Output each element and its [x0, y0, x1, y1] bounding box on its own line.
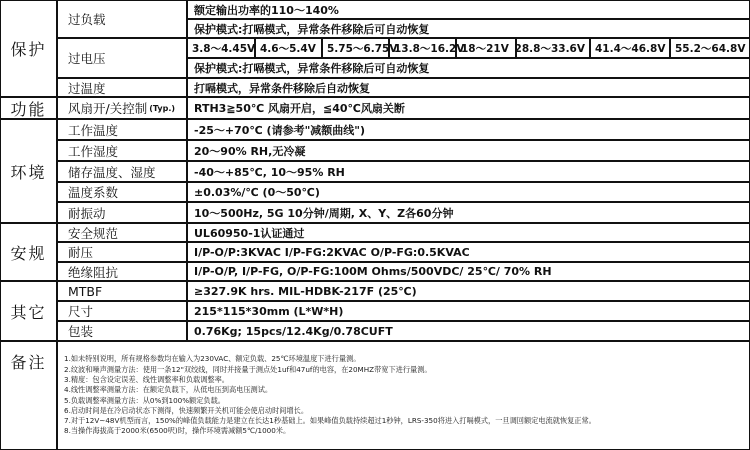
label-mtbf: MTBF [57, 281, 187, 301]
category-other: 其它 [0, 281, 57, 341]
label-overload: 过负载 [57, 0, 187, 38]
label-overvoltage: 过电压 [57, 38, 187, 78]
ovp-range-2: 4.6～5.4V [255, 38, 322, 58]
category-safety: 安规 [0, 223, 57, 281]
value-working-temp: -25～+70℃ (请参考"减额曲线") [187, 119, 750, 140]
label-isolation-resistance: 绝缘阻抗 [57, 262, 187, 281]
category-environment: 环境 [0, 119, 57, 223]
value-overload-mode: 保护模式:打嗝模式，异常条件移除后可自动恢复 [187, 19, 750, 38]
value-safety-standard: UL60950-1认证通过 [187, 223, 750, 242]
value-working-humidity: 20～90% RH,无冷凝 [187, 140, 750, 161]
typ-tag: (Typ.) [149, 103, 176, 113]
value-overload-rating: 额定输出功率的110～140% [187, 0, 750, 19]
ovp-range-1: 3.8～4.45V [187, 38, 255, 58]
label-working-temp: 工作温度 [57, 119, 187, 140]
value-withstand-voltage: I/P-O/P:3KVAC I/P-FG:2KVAC O/P-FG:0.5KVAC [187, 242, 750, 262]
category-protection: 保护 [0, 0, 57, 97]
note-item-1: 1.如未特别说明，所有规格参数均在输入为230VAC、额定负载、25℃环境温度下进行量测。 [64, 354, 361, 364]
value-isolation-resistance: I/P-O/P, I/P-FG, O/P-FG:100M Ohms/500VDC/ 25℃/ 70% RH [187, 262, 750, 281]
ovp-range-8: 55.2～64.8V [670, 38, 750, 58]
ovp-range-3: 5.75～6.75V [322, 38, 389, 58]
label-overtemp: 过温度 [57, 78, 187, 97]
value-overtemp: 打嗝模式，异常条件移除后自动恢复 [187, 78, 750, 97]
note-item-6: 6.启动时间是在冷启动状态下测得，快速频繁开关机可能会使启动时间增长。 [64, 405, 309, 415]
note-item-8: 8.当操作海拔高于2000米(6500呎)时，操作环境需减额5℃/1000米。 [64, 426, 291, 436]
category-function: 功能 [0, 97, 57, 119]
label-vibration: 耐振动 [57, 202, 187, 223]
label-temp-coefficient: 温度系数 [57, 182, 187, 202]
value-storage: -40～+85℃, 10～95% RH [187, 161, 750, 182]
category-notes: 备注 [0, 341, 57, 450]
note-item-4: 4.线性调整率测量方法：在额定负载下，从低电压到高电压测试。 [64, 385, 273, 395]
ovp-range-6: 28.8～33.6V [516, 38, 590, 58]
notes-block [57, 341, 750, 450]
label-dimension: 尺寸 [57, 301, 187, 321]
value-vibration: 10～500Hz, 5G 10分钟/周期, X、Y、Z各60分钟 [187, 202, 750, 223]
label-fan-control [57, 97, 187, 119]
label-safety-standard: 安全规范 [57, 223, 187, 242]
ovp-range-4: 13.8～16.2V [389, 38, 456, 58]
value-fan-control: RTH3≧50℃ 风扇开启，≦40℃风扇关断 [187, 97, 750, 119]
fan-control-label-text: 风扇开/关控制 [68, 101, 148, 116]
note-item-2: 2.纹波和噪声测量方法：使用一条12"双绞线，同时并接量于测点处1uf和47uf的电容，在20MHZ带宽下进行量测。 [64, 364, 432, 374]
ovp-range-7: 41.4～46.8V [590, 38, 670, 58]
value-dimension: 215*115*30mm (L*W*H) [187, 301, 750, 321]
note-item-5: 5.负载调整率测量方法：从0%到100%额定负载。 [64, 395, 225, 405]
note-item-7: 7.对于12V~48V机型而言，150%的峰值负载能力是建立在长达1秒基础上。如果峰值负载持续超过1秒钟，LRS-350将进入打嗝模式，一旦调回额定电流就恢复正常。 [64, 416, 596, 426]
value-packing: 0.76Kg; 15pcs/12.4Kg/0.78CUFT [187, 321, 750, 341]
label-working-humidity: 工作湿度 [57, 140, 187, 161]
note-item-3: 3.精度：包含设定误差、线性调整率和负载调整率。 [64, 374, 229, 384]
value-mtbf: ≥327.9K hrs. MIL-HDBK-217F (25℃) [187, 281, 750, 301]
ovp-range-5: 18～21V [456, 38, 516, 58]
label-storage: 储存温度、湿度 [57, 161, 187, 182]
label-withstand-voltage: 耐压 [57, 242, 187, 262]
label-packing: 包装 [57, 321, 187, 341]
value-overvoltage-mode: 保护模式:打嗝模式，异常条件移除后可自动恢复 [187, 58, 750, 78]
value-temp-coefficient: ±0.03%/℃ (0～50℃) [187, 182, 750, 202]
